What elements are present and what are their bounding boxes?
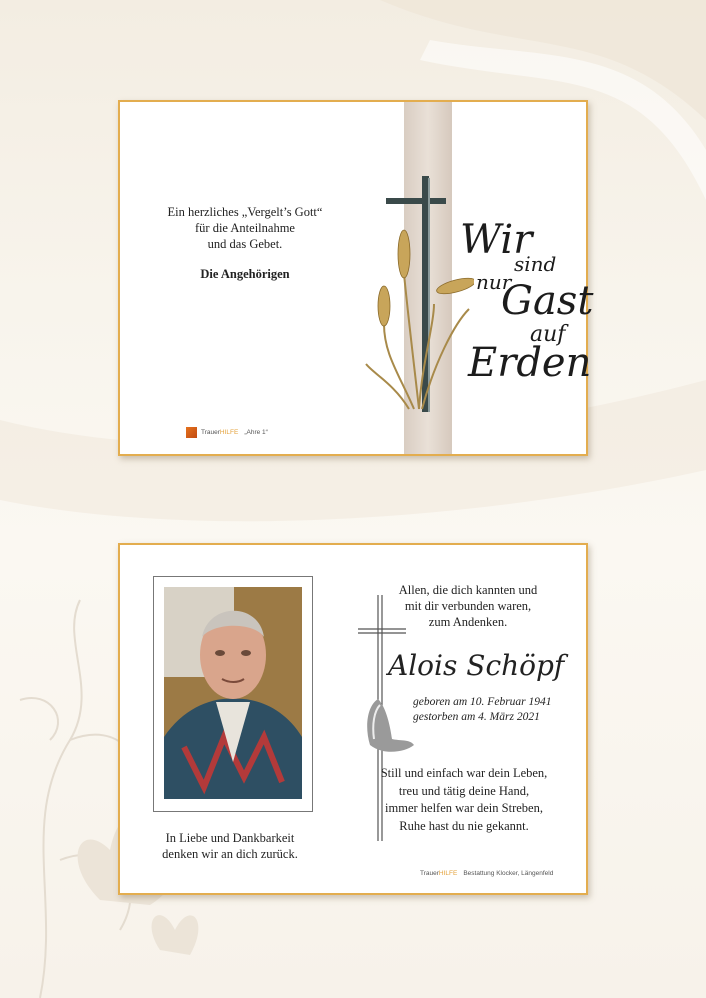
memory-line: Allen, die dich kannten und: [398, 583, 538, 597]
trauerhilfe-logo: [420, 870, 553, 877]
memorial-card: [118, 543, 588, 895]
logo-brand: Trauer: [201, 429, 220, 436]
motto-word: Gast: [501, 278, 594, 324]
thank-you-card: [118, 100, 594, 456]
closing-line: In Liebe und Dankbarkeit: [165, 831, 295, 845]
memorial-poem: [352, 765, 576, 835]
memory-line: mit dir verbunden waren,: [404, 599, 532, 613]
trauerhilfe-logo: [186, 427, 268, 438]
motto-word: auf: [530, 322, 566, 347]
motto-word: Erden: [468, 340, 592, 386]
logo-brand: Trauer: [420, 870, 439, 877]
closing-text: [140, 830, 320, 862]
family-signature: Die Angehörigen: [200, 267, 290, 281]
wheat-icon: [364, 214, 474, 414]
deceased-name: Alois Schöpf: [388, 649, 565, 682]
portrait-frame: [153, 576, 313, 812]
logo-brand-highlight: HILFE: [219, 429, 239, 436]
thanks-line: Ein herzliches „Vergelt’s Gott“: [167, 205, 323, 219]
motto-word: Wir: [460, 217, 533, 263]
logo-mark-icon: [186, 427, 197, 438]
motto-word: sind: [514, 252, 557, 276]
memory-line: zum Andenken.: [428, 615, 508, 629]
memory-text: [368, 582, 568, 630]
funeral-home-name: Bestattung Klocker, Längenfeld: [463, 870, 554, 877]
motto-word: nur: [476, 270, 512, 294]
poem-line: treu und tätig deine Hand,: [398, 783, 530, 798]
portrait-photo: [164, 587, 302, 799]
birth-date: geboren am 10. Februar 1941: [413, 696, 552, 708]
thanks-line: und das Gebet.: [207, 237, 283, 251]
praying-hands-icon: [360, 695, 416, 755]
logo-brand-highlight: HILFE: [438, 870, 458, 877]
poem-line: immer helfen war dein Streben,: [385, 801, 543, 815]
logo-design-name: „Ahre 1“: [244, 429, 268, 436]
life-dates: [413, 695, 552, 725]
thanks-text: [140, 204, 350, 252]
poem-line: Ruhe hast du nie gekannt.: [399, 818, 529, 833]
death-date: gestorben am 4. März 2021: [413, 711, 540, 723]
thanks-line: für die Anteilnahme: [195, 221, 295, 235]
poem-line: Still und einfach war dein Leben,: [380, 766, 548, 780]
closing-line: denken wir an dich zurück.: [162, 847, 298, 861]
